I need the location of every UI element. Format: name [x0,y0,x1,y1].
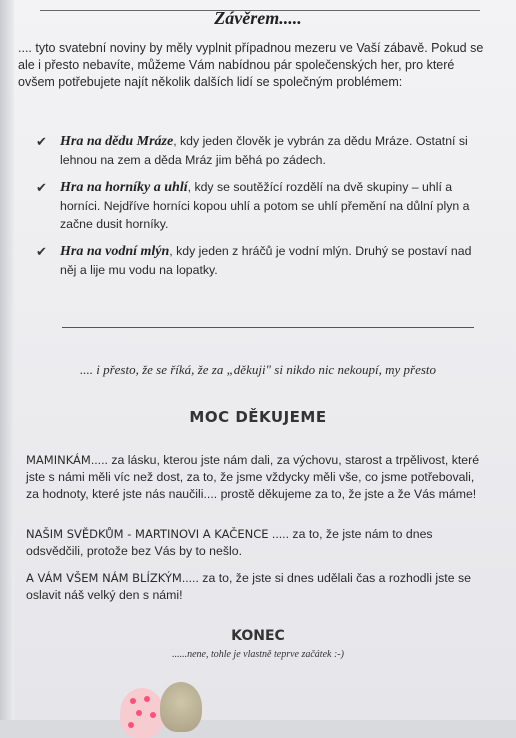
thanks-text: ..... za lásku, kterou jste nám dali, za výchovu, starost a trpělivost, které jste s námi měli víc než dost, za to, že jsme vždycky měli vše, co jsme potřebovali, za hodnoty, které jste nás naučili.... prostě děkujeme za to, že jste a že Vás máme! [26,453,480,501]
thanks-heading: MOC DĚKUJEME [189,408,327,426]
intro-paragraph: .... tyto svatební noviny by měly vyplnit případnou mezeru ve Vaší zábavě. Pokud se ale i přesto nebavíte, můžeme Vám nabídnou pár společenských her, pro které ovšem potřebujete najít několik dalších lidí se společným problémem: [18,41,484,89]
page-edge-shadow [0,0,14,720]
end-title: KONEC [231,628,285,644]
checkmark-icon: ✔ [36,245,47,260]
game-description: , kdy jeden z hráčů je vodní mlýn. Druhý se postaví nad něj a lije mu vodu na lopatky. [60,244,472,277]
list-item [36,178,486,233]
checkmark-icon: ✔ [36,181,47,196]
thanks-recipient: MAMINKÁM [26,453,91,467]
game-description: , kdy jeden člověk je vybrán za dědu Mráze. Ostatní si lehnou na zem a děda Mráz jim běhá po zádech. [60,134,468,167]
thanks-paragraph-mothers [26,452,486,503]
thanks-text: ..... za to, že jste nám to dnes odsvědčili, protože bez Vás by to nešlo. [26,527,433,558]
game-description: , kdy se soutěžící rozdělí na dvě skupiny – uhlí a horníci. Nejdříve horníci kopou uhlí a potom se uhlí přemění na důlní plyn a začne dusit horníky. [60,180,470,231]
game-name: Hra na horníky a uhlí [60,180,188,195]
section-title: Závěrem..... [214,8,302,28]
checkmark-icon: ✔ [36,135,47,150]
thanks-recipient: NAŠIM SVĚDKŮM - MARTINOVI A KAČENCE [26,527,269,541]
list-item [36,242,486,279]
game-name: Hra na dědu Mráze [60,134,174,149]
list-item [36,132,486,169]
thanks-recipient: A VÁM VŠEM NÁM BLÍZKÝM [26,571,182,585]
thanks-text: ..... za to, že jste si dnes udělali čas a rozhodli jste se oslavit náš velký den s námi! [26,571,471,602]
end-subtitle: ......nene, tohle je vlastně teprve začátek :-) [172,649,344,660]
thanks-paragraph-witnesses [26,526,486,560]
games-list [36,132,486,288]
game-name: Hra na vodní mlýn [60,244,170,259]
middle-divider [62,327,474,328]
thanks-paragraph-guests [26,570,486,604]
finger-left [120,688,164,738]
finger-right [160,682,202,732]
thanks-quote: .... i přesto, že se říká, že za „děkuji" si nikdo nic nekoupí, my přesto [79,362,437,377]
